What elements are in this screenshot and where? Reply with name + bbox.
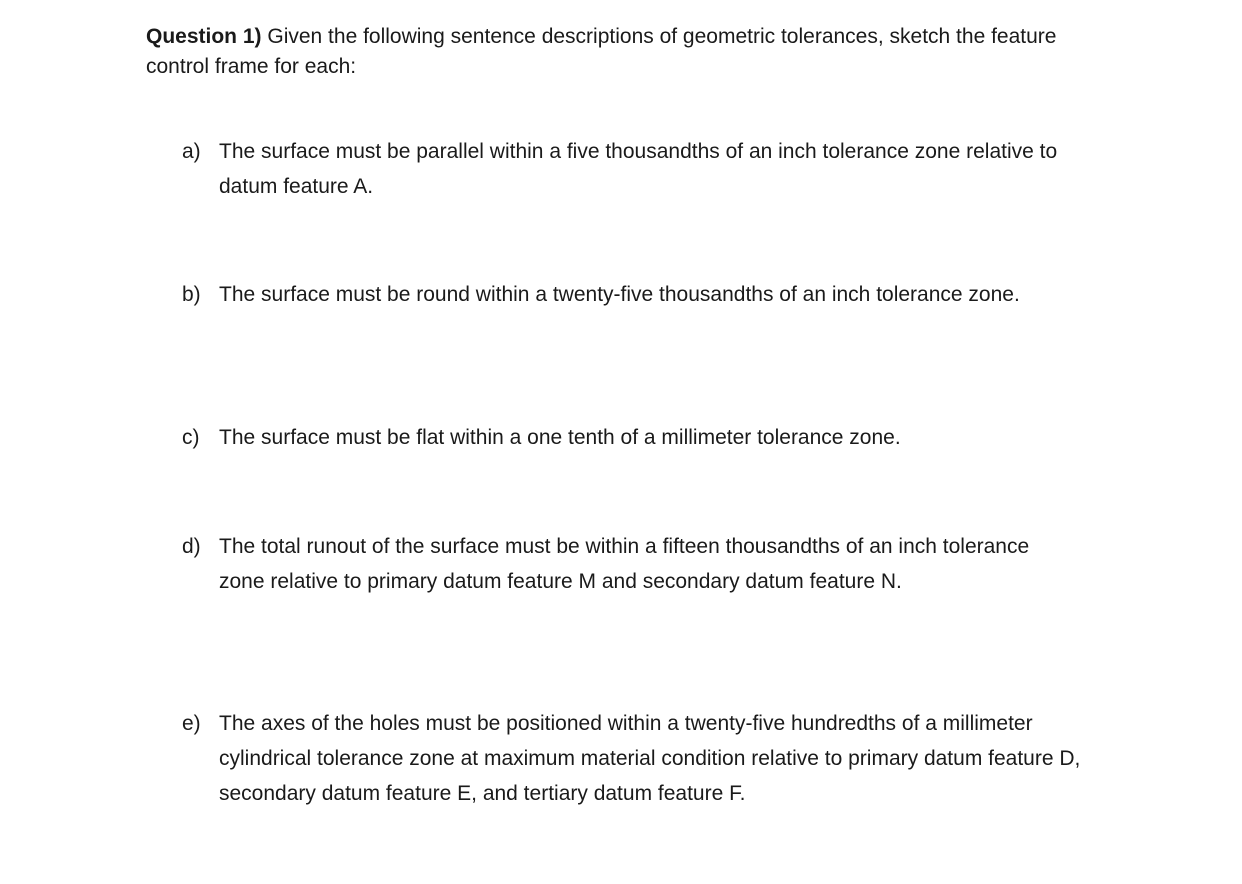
list-text-e: The axes of the holes must be positioned within a twenty-five hundredths of a millimeter cylindrical tolerance zone at maximum material condition relative to primary datum feature D, secondary datum feature E, and tertiary datum feature F.: [219, 712, 1081, 805]
list-item-c: [182, 420, 1102, 455]
list-marker-b: b): [182, 283, 201, 306]
list-item-a: [182, 134, 1102, 204]
list-item-d: [182, 529, 1102, 599]
list-item-b: [182, 277, 1102, 312]
list-marker-a: a): [182, 140, 201, 163]
list-marker-c: c): [182, 426, 200, 449]
list-marker-d: d): [182, 535, 201, 558]
list-text-b: The surface must be round within a twenty-five thousandths of an inch tolerance zone.: [219, 283, 1020, 306]
question-heading: [146, 22, 1106, 82]
list-item-e: [182, 706, 1102, 811]
list-text-a: The surface must be parallel within a five thousandths of an inch tolerance zone relative to datum feature A.: [219, 140, 1058, 198]
list-text-d: The total runout of the surface must be within a fifteen thousandths of an inch tolerance zone relative to primary datum feature M and secondary datum feature N.: [219, 535, 1030, 593]
question-number: Question 1): [146, 25, 262, 48]
list-text-c: The surface must be flat within a one tenth of a millimeter tolerance zone.: [219, 426, 901, 449]
list-marker-e: e): [182, 712, 201, 735]
question-prompt: Given the following sentence descriptions of geometric tolerances, sketch the feature control frame for each:: [146, 25, 1057, 78]
